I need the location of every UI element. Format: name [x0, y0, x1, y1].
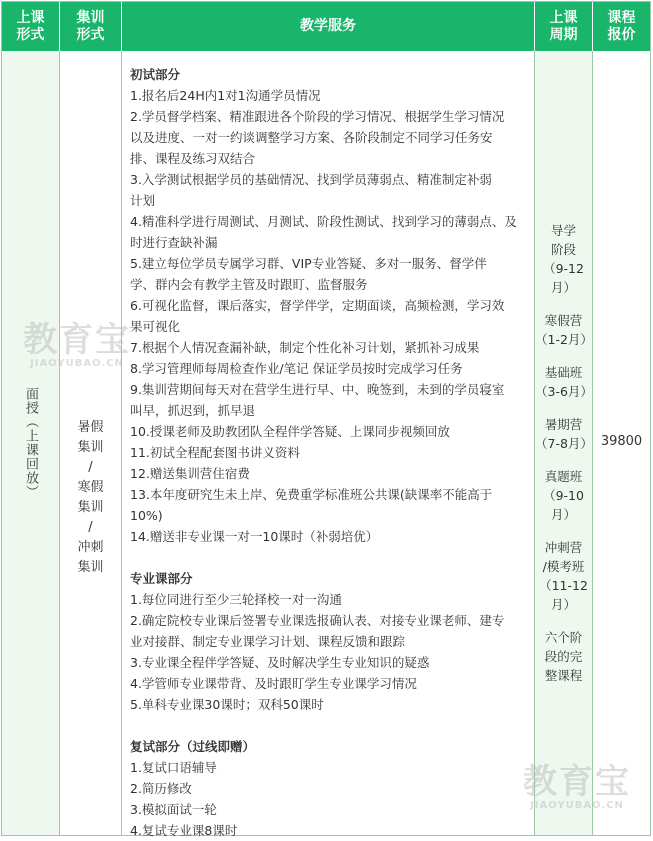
initial-line: 2.学员督学档案、精准跟进各个阶段的学习情况、根据学生学习情况: [130, 109, 505, 124]
camp-line: 集训: [77, 560, 104, 575]
price-value: 39800: [600, 434, 643, 449]
initial-line: 4.精准科学进行周测试、月测试、阶段性测试、找到学习的薄弱点、及: [130, 214, 517, 229]
header-camp: [60, 2, 122, 51]
initial-line: 叫早，抓迟到，抓早退: [130, 403, 256, 418]
header-period-line1: 上课: [549, 9, 578, 26]
initial-line: 8.学习管理师每周检查作业/笔记 保证学员按时完成学习任务: [130, 361, 463, 376]
watermark-logo-text: 教育宝: [523, 762, 631, 802]
watermark-url: JIAOYUBAO.CN: [30, 358, 124, 369]
professional-line: 3.专业课全程伴学答疑、及时解决学生专业知识的疑惑: [130, 655, 430, 670]
retest-line: 4.复试专业课8课时: [130, 823, 238, 838]
camp-line: /: [88, 520, 93, 535]
section-professional-title: 专业课部分: [130, 571, 193, 586]
header-mode-line1: 上课: [16, 9, 45, 26]
period-list: [535, 221, 592, 699]
mode-cell: [2, 51, 60, 835]
initial-line: 果可视化: [130, 319, 181, 334]
initial-line: 学、群内会有教学主管及时跟盯、监督服务: [130, 277, 368, 292]
section-retest-lines: [130, 757, 528, 841]
period-line: 整课程: [544, 668, 583, 683]
header-period-line2: 周期: [549, 26, 578, 43]
period-cell: [535, 51, 593, 835]
professional-line: 1.每位同进行至少三轮择校一对一沟通: [130, 592, 342, 607]
header-mode-line2: 形式: [16, 26, 45, 43]
professional-line: 4.学管师专业课带背、及时跟盯学生专业课学习情况: [130, 676, 417, 691]
period-line: 阶段: [550, 242, 576, 257]
section-initial-title: 初试部分: [130, 67, 181, 82]
initial-line: 13.本年度研究生未上岸、免费重学标准班公共课(缺课率不能高于: [130, 487, 493, 502]
camp-line: 集训: [77, 440, 104, 455]
header-price: [593, 2, 650, 51]
period-line: 段的完: [544, 649, 583, 664]
initial-line: 10%): [130, 508, 163, 523]
header-mode: [2, 2, 60, 51]
section-initial-lines: [130, 85, 528, 547]
service-cell: [122, 51, 535, 838]
header-price-line1: 课程: [607, 9, 636, 26]
period-line: （9-12月）: [543, 261, 584, 295]
period-line: 导学: [550, 223, 576, 238]
camp-line: 集训: [77, 500, 104, 515]
mode-text: 面授（上课回放）: [23, 387, 38, 499]
initial-line: 11.初试全程配套图书讲义资料: [130, 445, 300, 460]
retest-line: 3.模拟面试一轮: [130, 802, 217, 817]
initial-line: 3.入学测试根据学员的基础情况、找到学员薄弱点、精准制定补弱: [130, 172, 492, 187]
header-price-line2: 报价: [607, 26, 636, 43]
initial-line: 14.赠送非专业课一对一10课时（补弱培优）: [130, 529, 379, 544]
watermark-logo-text: 教育宝: [23, 320, 131, 360]
period-item: [535, 467, 592, 524]
period-line: （1-2月）: [535, 332, 593, 347]
camp-line: /: [88, 460, 93, 475]
professional-line: 2.确定院校专业课后签署专业课选报确认表、对接专业课老师、建专: [130, 613, 505, 628]
period-line: 暑期营: [544, 417, 583, 432]
section-retest-title: 复试部分（过线即赠）: [130, 739, 256, 754]
initial-line: 6.可视化监督，课后落实，督学伴学，定期面谈，高频检测，学习效: [130, 298, 505, 313]
header-period: [535, 2, 593, 51]
period-item: [535, 538, 592, 614]
initial-line: 12.赠送集训营住宿费: [130, 466, 250, 481]
camp-line: 暑假: [77, 420, 104, 435]
period-line: （7-8月）: [535, 436, 593, 451]
header-camp-line2: 形式: [76, 26, 105, 43]
initial-line: 9.集训营期间每天对在营学生进行早、中、晚签到，未到的学员寝室: [130, 382, 505, 397]
initial-line: 时进行查缺补漏: [130, 235, 218, 250]
retest-line: 2.简历修改: [130, 781, 192, 796]
camp-line: 寒假: [77, 480, 104, 495]
initial-line: 以及进度、一对一约谈调整学习方案、各阶段制定不同学习任务安: [130, 130, 493, 145]
price-cell: [593, 51, 650, 835]
period-item: [535, 363, 592, 401]
camp-text: [60, 418, 121, 578]
period-line: 真题班: [544, 469, 583, 484]
period-line: 基础班: [544, 365, 583, 380]
period-item: [535, 415, 592, 453]
period-item: [535, 221, 592, 297]
course-table: [1, 1, 651, 836]
professional-line: 业对接群、制定专业课学习计划、课程反馈和跟踪: [130, 634, 406, 649]
initial-line: 排、课程及练习双结合: [130, 151, 256, 166]
period-item: [535, 628, 592, 685]
initial-line: 10.授课老师及助教团队全程伴学答疑、上课同步视频回放: [130, 424, 450, 439]
camp-cell: [60, 51, 122, 835]
period-line: （9-10月）: [543, 488, 584, 522]
period-line: （3-6月）: [535, 384, 593, 399]
initial-line: 1.报名后24H内1对1沟通学员情况: [130, 88, 321, 103]
period-line: 冲刺营: [544, 540, 583, 555]
period-line: 寒假营: [544, 313, 583, 328]
service-content: [130, 64, 528, 841]
retest-line: 1.复试口语辅导: [130, 760, 217, 775]
professional-line: 5.单科专业课30课时；双科50课时: [130, 697, 324, 712]
section-professional-lines: [130, 589, 528, 715]
initial-line: 5.建立每位学员专属学习群、VIP专业答疑、多对一服务、督学伴: [130, 256, 487, 271]
header-service: [122, 2, 535, 51]
period-line: 六个阶: [544, 630, 583, 645]
period-line: /模考班: [542, 559, 585, 574]
header-camp-line1: 集训: [76, 9, 105, 26]
camp-line: 冲刺: [77, 540, 104, 555]
period-item: [535, 311, 592, 349]
watermark-url: JIAOYUBAO.CN: [530, 800, 624, 811]
initial-line: 计划: [130, 193, 156, 208]
header-service-label: 教学服务: [300, 18, 356, 34]
initial-line: 7.根据个人情况查漏补缺，制定个性化补习计划，紧抓补习成果: [130, 340, 480, 355]
period-line: （11-12月）: [539, 578, 588, 612]
